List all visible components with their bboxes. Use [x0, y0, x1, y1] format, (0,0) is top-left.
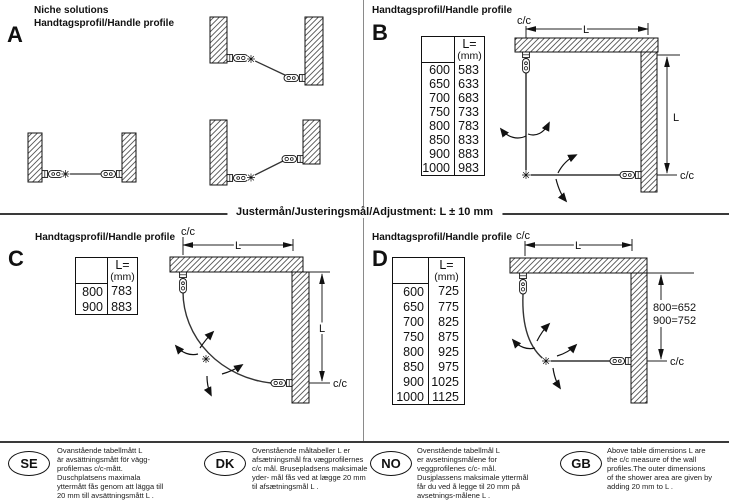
door-panel [251, 160, 285, 177]
section-c-title: Handtagsprofil/Handle profile [35, 232, 176, 243]
hinge-icon [521, 170, 530, 179]
cc-label: c/c [516, 15, 532, 27]
niche-diagram-angled-up [210, 120, 320, 185]
profile-icon [523, 52, 530, 73]
table-row: 850 975 [393, 359, 465, 374]
table-row: 750 875 [393, 329, 465, 344]
hinge-icon [246, 173, 255, 182]
section-a-title-line2: Handtagsprofil/Handle profile [34, 18, 175, 29]
wall-hatch-top [170, 257, 303, 272]
wall-hatch-right [292, 272, 309, 403]
dimension-top [181, 226, 293, 255]
hinge-icon [61, 169, 70, 178]
dimension-right [647, 273, 702, 368]
wall-hatch-top [515, 38, 658, 52]
footer-text-no: Ovenstående tabellmål L er avsetningsmålene for veggprofilenes c/c- mål. Dusjplassens maksimale yttermål får du ved å legge til 20 mm på avsetnings-målene L . [417, 446, 529, 500]
hinge-icon [541, 356, 550, 365]
profile-icon [520, 273, 527, 294]
profile-icon [180, 272, 187, 293]
dimension-top [517, 15, 648, 38]
section-d-title: Handtagsprofil/Handle profile [372, 232, 513, 243]
door-panel-curved [183, 292, 271, 383]
table-row: 600 583 [422, 63, 485, 78]
section-c-letter: C [8, 246, 24, 271]
diagram-c-corner-round [150, 226, 364, 414]
door-panel [251, 59, 287, 76]
section-d-letter: D [372, 246, 388, 271]
table-header-empty [393, 258, 429, 284]
dimension-table-c [75, 257, 138, 315]
door-panel-curved [523, 294, 546, 361]
niche-diagram-angled-down [210, 17, 323, 85]
adjustment-note: Justermån/Justeringsmål/Adjustment: L ± 10 mm [227, 206, 502, 218]
section-b-title: Handtagsprofil/Handle profile [372, 5, 513, 16]
table-row: 1000 983 [422, 161, 479, 175]
wall-hatch [210, 120, 227, 185]
footer-divider-line [0, 441, 729, 443]
table-row: 800 783 [422, 119, 485, 133]
table-header-l: L= (mm) [110, 258, 135, 283]
table-row: 600 725 [393, 284, 465, 300]
cc-label: c/c [333, 378, 348, 390]
profile-icon [227, 55, 248, 62]
swing-arrow-icon [501, 123, 576, 201]
table-row: 1000 1125 [393, 389, 465, 405]
table-header-l: L= (mm) [434, 258, 459, 283]
table-row: 850 833 [422, 133, 485, 147]
cc-label: c/c [515, 230, 531, 242]
section-a-letter: A [7, 22, 23, 47]
diagram-a-niche-solutions [0, 0, 364, 212]
profile-icon [101, 171, 122, 178]
dimension-right [309, 272, 348, 390]
section-a-title-line1: Niche solutions [34, 5, 109, 16]
diagram-d-corner-curved-straight [490, 228, 729, 410]
table-row: 800 925 [393, 344, 465, 359]
wall-hatch-top [510, 258, 647, 273]
footer-text-gb: Above table dimensions L are the c/c measure of the wall profiles.The outer dimensions of the shower area are given by adding 20 mm to L . [607, 446, 713, 491]
hinge-icon [246, 54, 255, 63]
profile-icon [610, 358, 631, 365]
table-row: 650 775 [393, 299, 465, 314]
dimension-top [516, 230, 632, 256]
profile-icon [271, 380, 292, 387]
cc-label: c/c [680, 170, 695, 182]
table-header-l: L= (mm) [457, 37, 482, 62]
table-row: 750 733 [422, 105, 485, 119]
country-badge-dk: DK [204, 451, 246, 476]
profile-icon [227, 175, 248, 182]
niche-diagram-straight [28, 133, 136, 182]
wall-hatch [305, 17, 323, 85]
table-row: 700 825 [393, 314, 465, 329]
dim-label-l: L [234, 240, 242, 252]
wall-hatch [28, 133, 42, 182]
country-badge-no: NO [370, 451, 412, 476]
dim-label-l: L [582, 24, 590, 36]
swing-arrow-icon [513, 324, 576, 388]
diagram-b-corner-square [440, 5, 729, 210]
wall-hatch [122, 133, 136, 182]
cc-label: c/c [180, 226, 196, 238]
table-row: 900 883 [422, 147, 485, 161]
cc-label: c/c [670, 356, 685, 368]
section-b-letter: B [372, 20, 388, 45]
table-header-empty [76, 258, 108, 284]
table-row: 800 783 [76, 284, 138, 300]
profile-icon [620, 172, 641, 179]
table-row: 700 683 [422, 91, 485, 105]
profile-icon [284, 75, 305, 82]
wall-hatch [303, 120, 320, 164]
dim-label-l: L [318, 323, 326, 335]
dim-note-800: 800=652 [653, 302, 697, 314]
footer-text-se: Ovanstående tabellmått L är avsättningsmått för vägg- profilernas c/c-mått. Duschplatsens maximala yttermått fås genom att lägga till 20 mm till avsättningsmått L . [57, 446, 164, 500]
wall-hatch [210, 17, 227, 63]
country-badge-gb: GB [560, 451, 602, 476]
country-badge-se: SE [8, 451, 50, 476]
dimension-table-d [392, 257, 465, 405]
wall-hatch-right [631, 273, 647, 403]
dim-label-l: L [574, 240, 582, 252]
dim-note-900: 900=752 [653, 315, 697, 327]
table-row: 650 633 [422, 77, 485, 91]
wall-hatch-right [641, 52, 657, 192]
table-row: 900 1025 [393, 374, 465, 389]
footer-text-dk: Ovenstående måltabeller L er afsætningsmål fra vægprofilernes c/c mål. Brusepladsens maksimale yder- mål fås ved at lægge 20 mm til afsætningsmål L . [252, 446, 368, 491]
dimension-right [657, 55, 695, 182]
dim-label-l: L [673, 112, 680, 124]
profile-icon [282, 156, 303, 163]
hinge-icon [201, 354, 210, 363]
swing-arrow-icon [176, 332, 242, 395]
table-row: 900 883 [76, 299, 138, 315]
profile-icon [42, 171, 63, 178]
